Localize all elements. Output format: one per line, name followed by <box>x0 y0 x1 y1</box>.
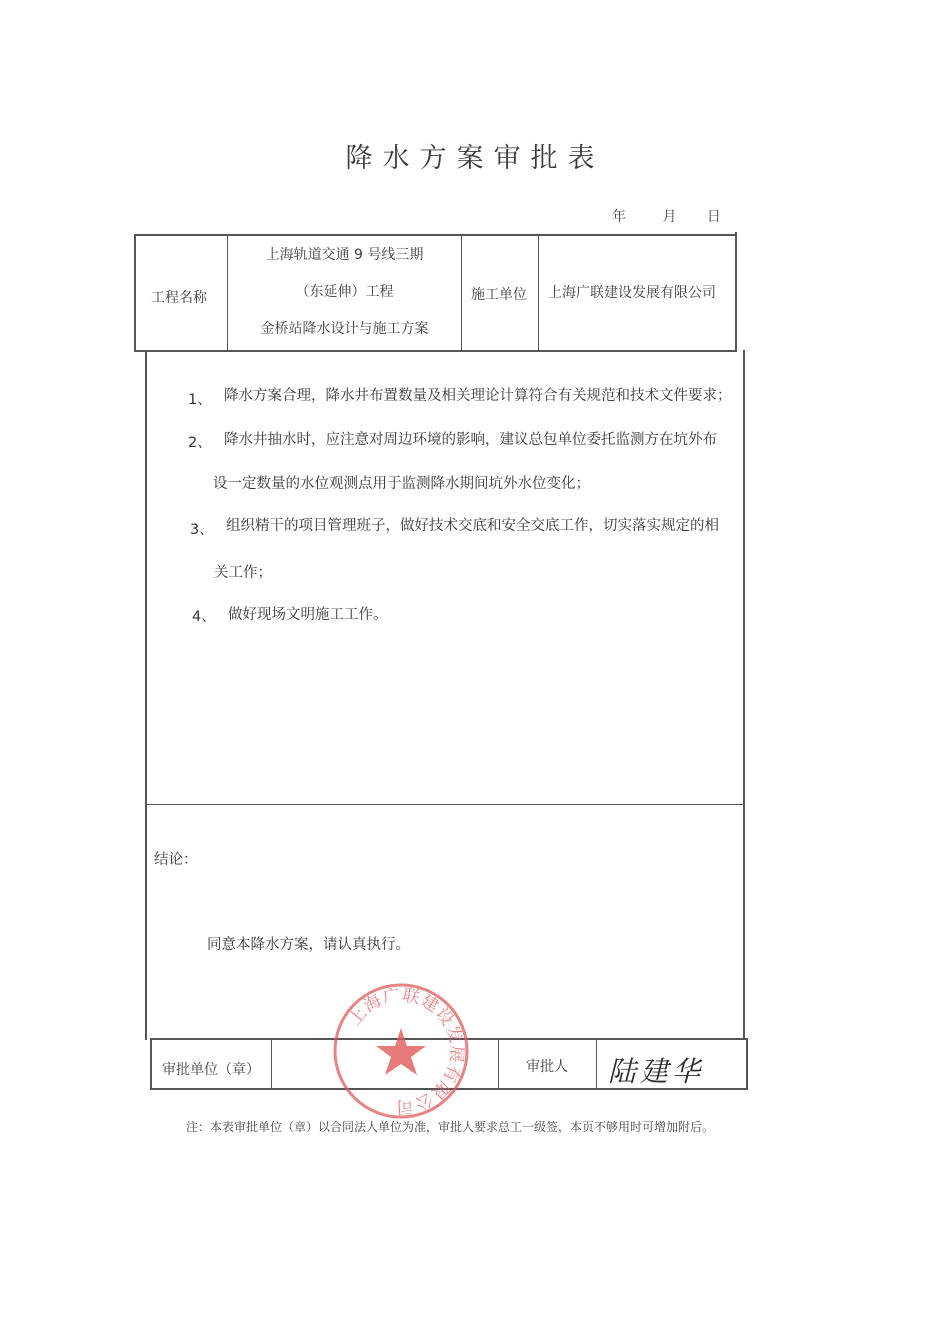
opinion-3-text-1: 组织精干的项目管理班子，做好技术交底和安全交底工作，切实落实规定的相 <box>226 518 719 534</box>
opinion-1-num: 1、 <box>188 392 212 408</box>
contractor-label: 施工单位 <box>471 287 527 303</box>
company-seal-stamp <box>330 980 472 1122</box>
page-title: 降水方案审批表 <box>345 143 605 174</box>
opinion-4-num: 4、 <box>192 609 216 625</box>
svg-text:上海广联建设发展有限公司: 上海广联建设发展有限公司 <box>344 985 467 1117</box>
date-year: 年 <box>612 209 626 225</box>
opinion-3-text-2: 关工作； <box>214 565 272 581</box>
opinion-3-num: 3、 <box>190 522 214 538</box>
conclusion-label: 结论： <box>154 852 198 868</box>
approval-unit-label: 审批单位（章） <box>162 1062 260 1078</box>
opinion-2-num: 2、 <box>188 435 212 451</box>
seal-star-icon <box>376 1028 426 1075</box>
approver-label: 审批人 <box>526 1059 568 1075</box>
opinion-2-text-1: 降水井抽水时，应注意对周边环境的影响，建议总包单位委托监测方在坑外布 <box>224 432 717 448</box>
date-month: 月 <box>662 209 677 225</box>
conclusion-text: 同意本降水方案，请认真执行。 <box>207 937 410 953</box>
date-day: 日 <box>706 209 721 225</box>
footnote: 注：本表审批单位（章）以合同法人单位为准，审批人要求总工一级签，本页不够用时可增加附后。 <box>186 1120 715 1134</box>
project-name-line-1: 上海轨道交通 9 号线三期 <box>265 247 424 263</box>
date-row <box>612 206 721 226</box>
project-name-line-3: 金桥站降水设计与施工方案 <box>260 321 429 337</box>
project-name-line-2: （东延伸）工程 <box>295 284 394 300</box>
approver-signature: 陆建华 <box>608 1055 705 1088</box>
opinion-4-text: 做好现场文明施工工作。 <box>228 607 388 623</box>
project-name-label: 工程名称 <box>151 290 207 306</box>
opinion-2-text-2: 设一定数量的水位观测点用于监测降水期间坑外水位变化； <box>213 476 590 492</box>
opinion-1-text: 降水方案合理，降水井布置数量及相关理论计算符合有关规范和技术文件要求； <box>224 388 732 404</box>
contractor-value: 上海广联建设发展有限公司 <box>548 285 716 301</box>
